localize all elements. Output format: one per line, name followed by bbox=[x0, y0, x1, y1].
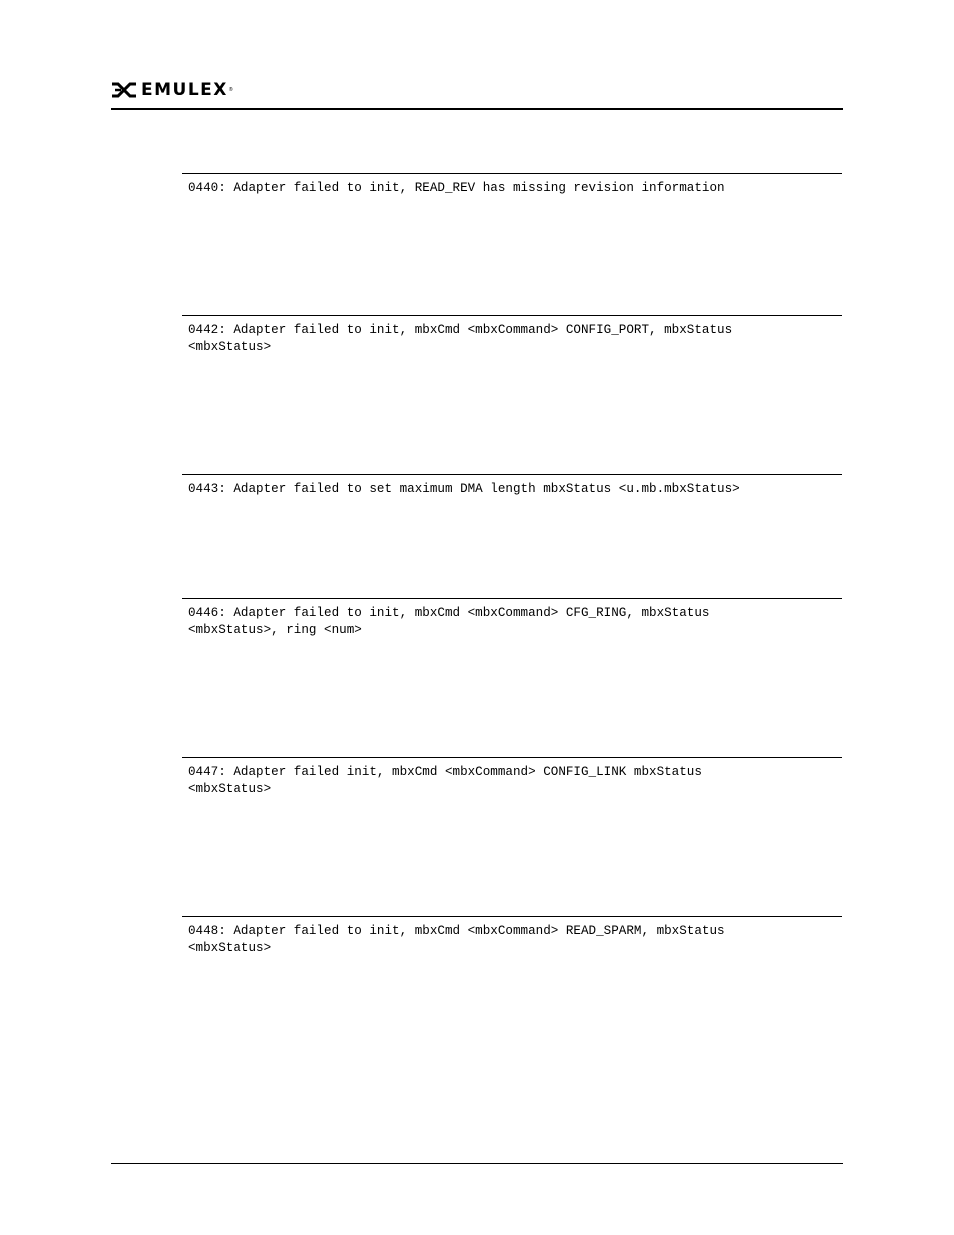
emulex-logo bbox=[111, 81, 233, 99]
log-message-text: 0440: Adapter failed to init, READ_REV has missing revision information bbox=[188, 181, 725, 195]
log-message-entry bbox=[182, 598, 842, 639]
emulex-logo-icon bbox=[111, 82, 137, 98]
footer-divider bbox=[111, 1163, 843, 1164]
log-message-text: 0442: Adapter failed to init, mbxCmd <mbxCommand> CONFIG_PORT, mbxStatus <mbxStatus> bbox=[188, 323, 733, 354]
log-message-entry bbox=[182, 916, 842, 957]
log-message-text: 0448: Adapter failed to init, mbxCmd <mbxCommand> READ_SPARM, mbxStatus <mbxStatus> bbox=[188, 924, 725, 955]
log-message-entry bbox=[182, 173, 842, 197]
log-message-text: 0446: Adapter failed to init, mbxCmd <mbxCommand> CFG_RING, mbxStatus <mbxStatus>, ring <num> bbox=[188, 606, 710, 637]
logo-wordmark: EMULEX bbox=[141, 80, 228, 100]
header-divider bbox=[111, 108, 843, 110]
trademark-mark: ® bbox=[228, 87, 233, 93]
log-message-entry bbox=[182, 757, 842, 798]
log-message-entry bbox=[182, 315, 842, 356]
log-message-text: 0447: Adapter failed init, mbxCmd <mbxCommand> CONFIG_LINK mbxStatus <mbxStatus> bbox=[188, 765, 702, 796]
log-message-entry bbox=[182, 474, 842, 498]
log-message-text: 0443: Adapter failed to set maximum DMA length mbxStatus <u.mb.mbxStatus> bbox=[188, 482, 740, 496]
